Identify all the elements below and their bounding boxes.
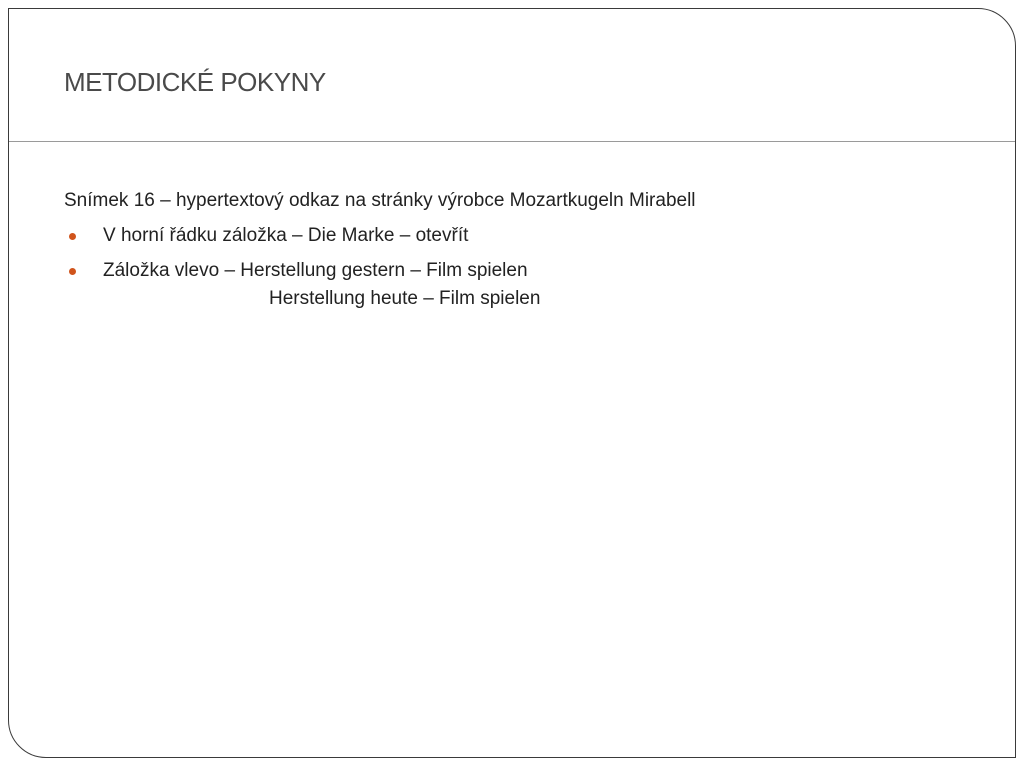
bullet-item xyxy=(64,257,964,313)
bullet-text: Záložka vlevo – Herstellung gestern – Film spielen xyxy=(103,260,528,281)
title-divider xyxy=(9,141,1015,142)
bullet-item xyxy=(64,222,964,250)
bullet-dot-icon xyxy=(69,233,76,240)
slide xyxy=(8,8,1016,758)
bullet-continuation-text: Herstellung heute – Film spielen xyxy=(269,288,541,309)
slide-content xyxy=(64,187,964,320)
intro-text: Snímek 16 – hypertextový odkaz na stránky výrobce Mozartkugeln Mirabell xyxy=(64,190,696,211)
slide-title: METODICKÉ POKYNY xyxy=(64,67,326,97)
bullet-list xyxy=(64,222,964,313)
bullet-text: V horní řádku záložka – Die Marke – otevřít xyxy=(103,225,469,246)
bullet-dot-icon xyxy=(69,268,76,275)
